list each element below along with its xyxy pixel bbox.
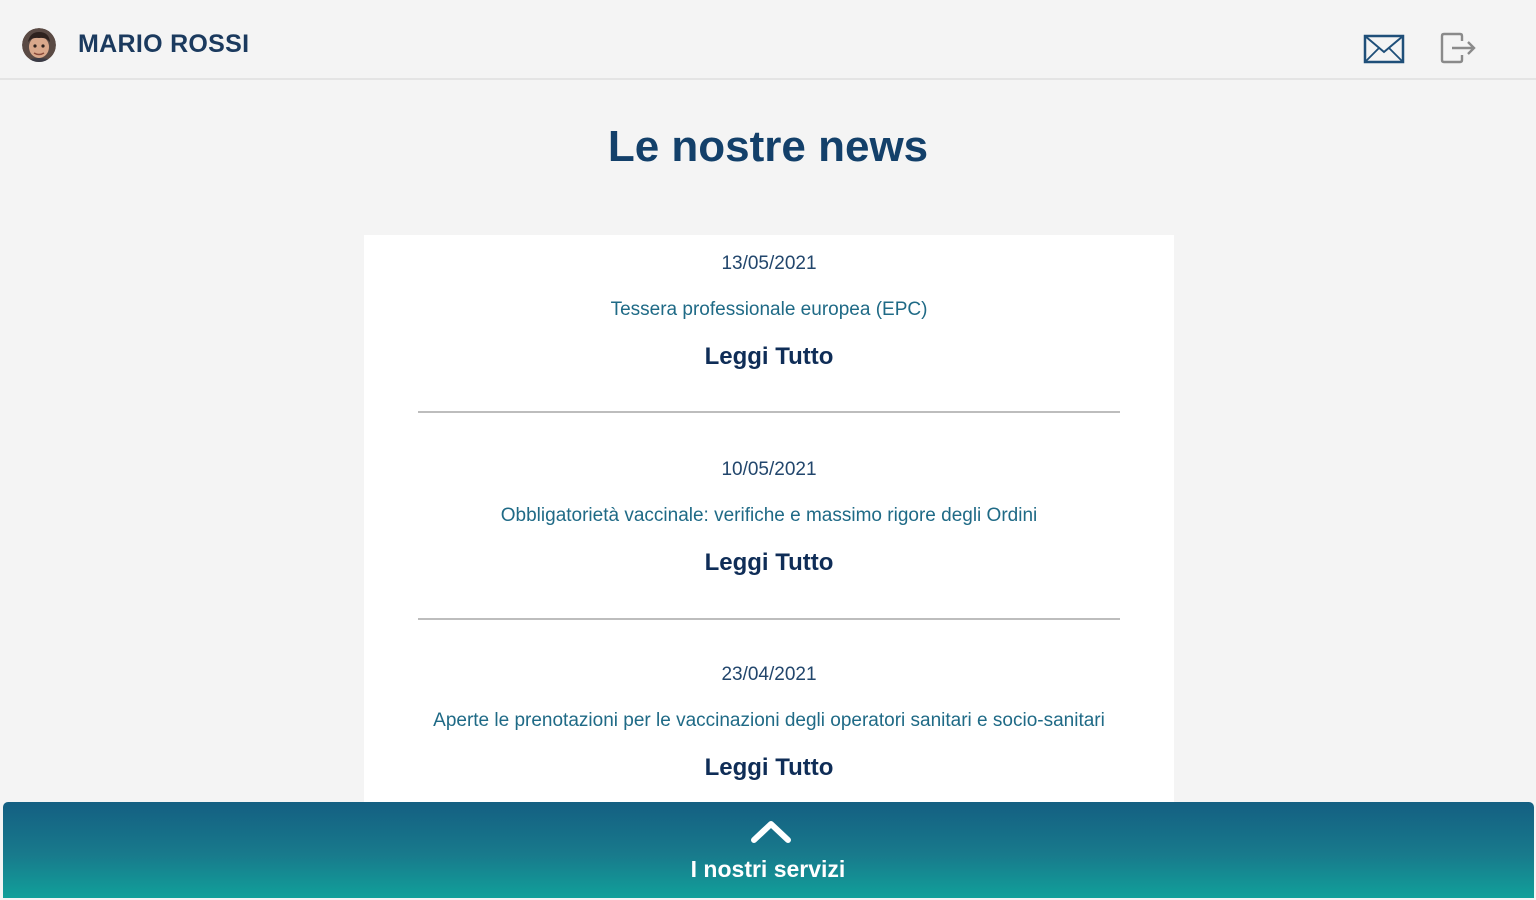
page-title: Le nostre news xyxy=(607,122,929,171)
mail-icon xyxy=(1362,28,1406,68)
news-title: Tessera professionale europea (EPC) xyxy=(610,299,928,320)
services-label: I nostri servizi xyxy=(690,856,846,882)
services-toggle-bar[interactable] xyxy=(3,802,1534,898)
logout-icon xyxy=(1436,28,1480,68)
news-divider xyxy=(418,411,1120,413)
news-title: Obbligatorietà vaccinale: verifiche e massimo rigore degli Ordini xyxy=(500,505,1038,526)
top-header xyxy=(0,0,1536,80)
news-divider xyxy=(418,618,1120,620)
news-date: 10/05/2021 xyxy=(721,459,817,480)
logout-button[interactable] xyxy=(1436,28,1480,68)
mail-button[interactable] xyxy=(1362,28,1406,68)
user-name: MARIO ROSSI xyxy=(78,30,250,58)
user-avatar[interactable] xyxy=(22,28,56,62)
read-more-link[interactable]: Leggi Tutto xyxy=(704,549,834,576)
read-more-link[interactable]: Leggi Tutto xyxy=(704,754,834,781)
news-date: 23/04/2021 xyxy=(721,664,817,685)
news-list xyxy=(364,235,1174,805)
read-more-link[interactable]: Leggi Tutto xyxy=(704,343,834,370)
news-date: 13/05/2021 xyxy=(721,253,817,274)
chevron-up-icon xyxy=(748,816,794,846)
news-title: Aperte le prenotazioni per le vaccinazioni degli operatori sanitari e socio-sanitari xyxy=(433,710,1105,731)
